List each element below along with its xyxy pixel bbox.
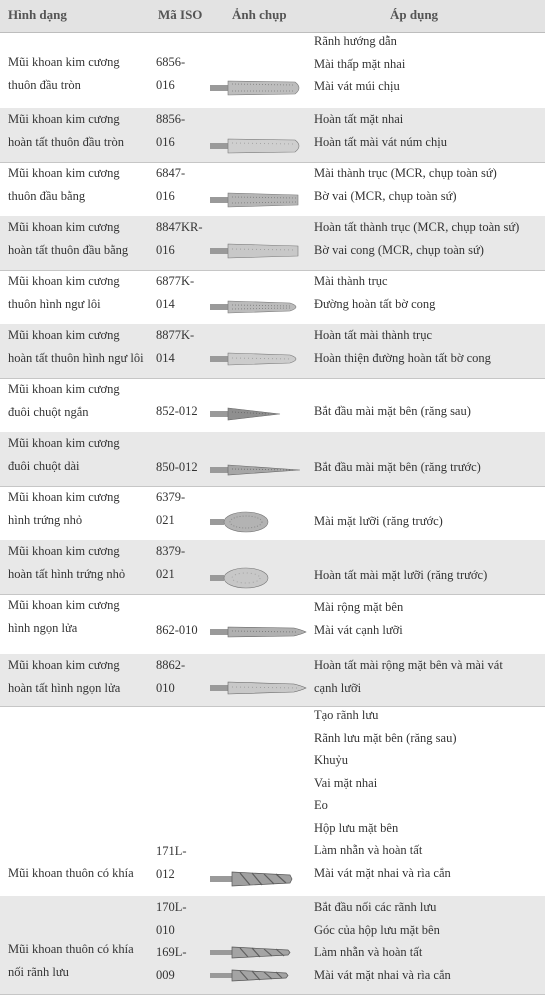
torpedo-diamond-bur-icon [210,297,306,317]
table-row [0,32,545,109]
shape-text: Mũi khoan kim cương [8,490,120,504]
iso-cell [156,896,208,986]
iso-code: 6847- [156,166,186,180]
table-row [0,432,545,487]
iso-code: 8862- [156,658,186,672]
application-text: Làm nhẵn và hoàn tất [314,843,423,857]
fluted-carbide-burs-icon [210,944,306,986]
iso-code: 016 [156,134,175,149]
application-text: Bờ vai cong (MCR, chụp toàn sứ) [314,242,484,257]
iso-cell [156,400,208,423]
shape-cell [8,270,156,315]
shape-text: đuôi chuột ngắn [8,404,89,419]
header-photo: Ảnh chụp [232,7,287,22]
application-text: Hoàn tất thành trục (MCR, chụp toàn sứ) [314,220,520,234]
shape-cell [8,216,156,261]
application-cell [314,216,542,261]
table-row [0,378,545,433]
application-text: Bắt đầu nối các rãnh lưu [314,900,437,914]
shape-text: Mũi khoan kim cương [8,220,120,234]
iso-code: 021 [156,566,175,581]
iso-cell [156,108,208,153]
iso-cell [156,486,208,531]
short-needle-diamond-bur-icon [210,404,306,424]
application-text: Hoàn thiện đường hoàn tất bờ cong [314,350,491,365]
shape-text: Mũi khoan kim cương [8,658,120,672]
iso-code: 009 [156,967,175,982]
iso-code: 171L- [156,844,187,858]
application-text: Khuỷu [314,753,349,767]
table-row [0,162,545,217]
application-text: Mài vát múi chịu [314,79,400,93]
shape-text: hoàn tất thuôn đầu bằng [8,242,129,257]
application-text: Mài thành trục [314,274,388,288]
iso-code: 8877K- [156,328,195,342]
application-text: Mài vát cạnh lưỡi [314,622,403,637]
iso-code: 021 [156,512,175,527]
iso-cell [156,654,208,699]
egg-diamond-bur-icon [210,510,306,534]
application-cell [314,400,542,423]
application-text: cạnh lưỡi [314,680,362,695]
application-text: Hoàn tất mặt nhai [314,112,404,126]
table-row [0,654,545,707]
application-text: Mài vát mặt nhai và rìa cắn [314,967,451,982]
iso-code: 6379- [156,490,186,504]
iso-code: 014 [156,296,175,311]
shape-text: thuôn đầu bằng [8,188,86,203]
shape-text: Mũi khoan kim cương [8,598,120,612]
application-text: Mài rộng mặt bên [314,600,404,614]
application-text: Rãnh hướng dẫn [314,34,397,48]
fine-flat-tapered-diamond-bur-icon [210,241,306,261]
application-cell [314,896,542,986]
application-text: Hoàn tất mài thành trục [314,328,433,342]
table-row [0,216,545,271]
table-row [0,540,545,595]
flat-tapered-diamond-bur-icon [210,190,306,210]
application-cell [314,108,542,153]
iso-code: 6856- [156,55,186,69]
iso-code: 8379- [156,544,186,558]
shape-cell [8,540,156,585]
fine-torpedo-diamond-bur-icon [210,349,306,369]
shape-text: Mũi khoan kim cương [8,436,120,450]
header-shape: Hình dạng [8,7,67,22]
iso-cell [156,456,208,479]
iso-cell [156,51,208,96]
application-text: Mài thấp mặt nhai [314,56,406,71]
shape-text: Mũi khoan thuôn có khía [8,942,134,956]
iso-cell [156,162,208,207]
application-text: Mài mặt lưỡi (răng trước) [314,514,443,528]
shape-cell [8,51,156,96]
application-cell [314,456,542,479]
shape-cell [8,862,156,885]
shape-text: hình trứng nhỏ [8,512,83,527]
header-iso: Mã ISO [158,7,203,22]
shape-text: thuôn đầu tròn [8,77,81,92]
application-cell [314,270,542,315]
shape-cell [8,162,156,207]
shape-cell [8,378,156,423]
iso-code: 169L- [156,945,187,959]
table-row [0,594,545,655]
round-tapered-diamond-bur-icon [210,78,306,98]
iso-cell [156,216,208,261]
table-row [0,706,545,897]
application-text: Rãnh lưu mặt bên (răng sau) [314,730,457,745]
shape-text: hoàn tất hình trứng nhỏ [8,566,126,581]
iso-code: 010 [156,922,175,937]
application-cell [314,324,542,369]
iso-code: 8856- [156,112,186,126]
iso-code: 014 [156,350,175,365]
long-needle-diamond-bur-icon [210,460,306,480]
shape-cell [8,108,156,153]
application-text: Mài thành trục (MCR, chụp toàn sứ) [314,166,497,180]
shape-text: đuôi chuột dài [8,458,80,473]
iso-code: 016 [156,188,175,203]
iso-code: 016 [156,242,175,257]
table-header [0,0,545,33]
shape-text: thuôn hình ngư lôi [8,296,101,311]
fluted-tapered-carbide-bur-icon [210,868,306,890]
application-cell [314,162,542,207]
application-cell [314,596,542,641]
fine-flame-diamond-bur-icon [210,678,310,698]
iso-code: 012 [156,866,175,881]
shape-text: nối rãnh lưu [8,964,69,979]
iso-code: 862-010 [156,623,198,637]
application-text: Hộp lưu mặt bên [314,820,399,835]
iso-code: 016 [156,77,175,92]
application-cell [314,510,542,533]
application-cell [314,30,542,98]
shape-text: hoàn tất thuôn hình ngư lôi [8,350,144,365]
table-row [0,270,545,325]
iso-cell [156,619,208,642]
table-row [0,108,545,163]
shape-text: hoàn tất thuôn đầu tròn [8,134,124,149]
application-text: Hoàn tất mài vát núm chịu [314,134,447,149]
application-text: Mài vát mặt nhai và rìa cắn [314,865,451,880]
application-text: Bắt đầu mài mặt bên (răng sau) [314,404,471,418]
fine-egg-diamond-bur-icon [210,566,306,590]
iso-cell [156,540,208,585]
application-text: Eo [314,798,328,812]
iso-code: 170L- [156,900,187,914]
shape-text: Mũi khoan thuôn có khía [8,866,134,880]
application-cell [314,704,542,884]
iso-cell [156,324,208,369]
table-row [0,486,545,541]
application-text: Làm nhẵn và hoàn tất [314,945,423,959]
iso-code: 010 [156,680,175,695]
iso-code: 850-012 [156,460,198,474]
application-text: Hoàn tất mài rộng mặt bên và mài vát [314,658,503,672]
table-row [0,324,545,379]
shape-text: Mũi khoan kim cương [8,166,120,180]
shape-text: hoàn tất hình ngọn lửa [8,680,121,695]
shape-cell [8,938,156,983]
fine-round-tapered-diamond-bur-icon [210,136,306,156]
shape-cell [8,486,156,531]
shape-cell [8,432,156,477]
iso-cell [156,270,208,315]
shape-text: Mũi khoan kim cương [8,55,120,69]
application-cell [314,564,542,587]
iso-code: 8847KR- [156,220,203,234]
application-text: Hoàn tất mài mặt lưỡi (răng trước) [314,568,488,582]
shape-text: Mũi khoan kim cương [8,274,120,288]
shape-text: Mũi khoan kim cương [8,544,120,558]
application-text: Góc của hộp lưu mặt bên [314,922,440,937]
iso-cell [156,840,208,885]
flame-diamond-bur-icon [210,622,310,642]
shape-cell [8,324,156,369]
application-text: Bờ vai (MCR, chụp toàn sứ) [314,188,457,203]
application-text: Vai mặt nhai [314,775,378,790]
application-text: Tạo rãnh lưu [314,708,379,722]
iso-code: 852-012 [156,404,198,418]
application-text: Bắt đầu mài mặt bên (răng trước) [314,460,481,474]
table-row [0,896,545,995]
iso-code: 6877K- [156,274,195,288]
shape-cell [8,594,156,639]
shape-cell [8,654,156,699]
shape-text: hình ngọn lửa [8,620,78,635]
shape-text: Mũi khoan kim cương [8,382,120,396]
header-application: Áp dụng [390,7,439,22]
shape-text: Mũi khoan kim cương [8,112,120,126]
application-text: Đường hoàn tất bờ cong [314,296,436,311]
shape-text: Mũi khoan kim cương [8,328,120,342]
application-cell [314,654,542,699]
